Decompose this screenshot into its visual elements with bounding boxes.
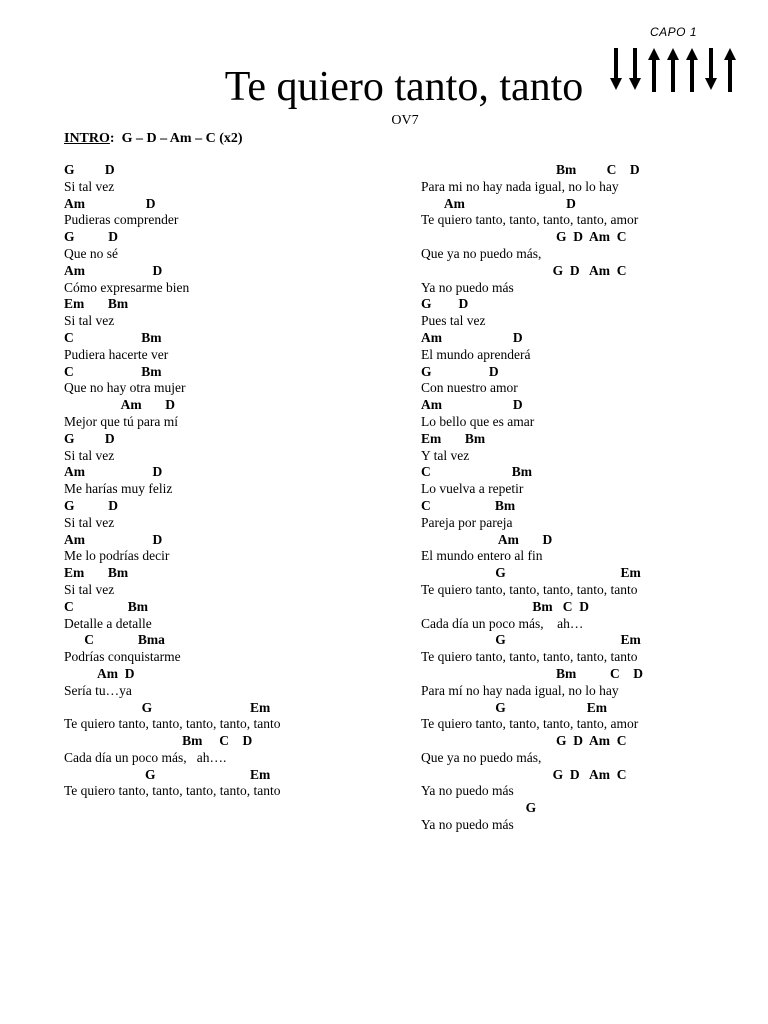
chord-line: C Bm xyxy=(64,598,148,614)
lyric-line: Pues tal vez xyxy=(421,313,486,329)
lyric-line: Que no hay otra mujer xyxy=(64,380,186,396)
left-column xyxy=(64,162,424,800)
chord-line: G Em xyxy=(64,766,271,782)
chord-line: Am D xyxy=(421,195,576,211)
lyric-line: Si tal vez xyxy=(64,514,115,530)
lyric-line: Que ya no puedo más, xyxy=(421,245,542,261)
chord-line: G D Am C xyxy=(421,733,627,749)
chord-line: Am D xyxy=(64,464,163,480)
chord-line: G D xyxy=(421,363,499,379)
lyric-line: Ya no puedo más xyxy=(421,279,514,295)
lyric-line: Me lo podrías decir xyxy=(64,548,170,564)
lyric-line: Te quiero tanto, tanto, tanto, tanto, tanto xyxy=(421,581,638,597)
lyric-line: Ya no puedo más xyxy=(421,783,514,799)
chord-line: G D xyxy=(64,229,118,245)
chord-line: G xyxy=(421,800,537,816)
lyric-line: El mundo aprenderá xyxy=(421,346,531,362)
chord-line: Bm C D xyxy=(64,733,253,749)
chord-line: C Bm xyxy=(421,497,516,513)
capo-label: CAPO 1 xyxy=(650,25,698,39)
chord-line: Em Bm xyxy=(64,565,129,581)
chord-line: Am D xyxy=(64,665,135,681)
chord-line: G D xyxy=(64,162,115,177)
intro-line: INTRO: G – D – Am – C (x2) xyxy=(64,131,243,146)
chord-line: G D xyxy=(64,430,115,446)
intro-chords: G – D – Am – C (x2) xyxy=(121,131,243,146)
lyric-line: Cada día un poco más, ah… xyxy=(421,615,584,631)
chord-line: G D Am C xyxy=(421,262,627,278)
chord-line: Bm C D xyxy=(421,162,640,177)
lyric-line: Con nuestro amor xyxy=(421,380,518,396)
chord-line: C Bm xyxy=(64,329,162,345)
lyric-line: Sería tu…ya xyxy=(64,682,132,698)
chord-line: Bm C D xyxy=(421,665,643,681)
lyric-line: Cada día un poco más, ah…. xyxy=(64,749,227,765)
lyric-line: Lo vuelva a repetir xyxy=(421,481,524,497)
chord-line: Am D xyxy=(421,329,523,345)
lyric-line: Cómo expresarme bien xyxy=(64,279,190,295)
lyric-line: Te quiero tanto, tanto, tanto, tanto, amor xyxy=(421,716,639,732)
lyric-line: Podrías conquistarme xyxy=(64,649,181,665)
lyric-line: Lo bello que es amar xyxy=(421,413,535,429)
lyric-line: Pudieras comprender xyxy=(64,212,179,228)
lyric-line: Para mí no hay nada igual, no lo hay xyxy=(421,682,619,698)
lyric-line: Pudiera hacerte ver xyxy=(64,346,169,362)
chord-line: G Em xyxy=(421,632,641,648)
chord-line: C Bm xyxy=(421,464,532,480)
chord-line: G D xyxy=(64,497,118,513)
chord-line: G Em xyxy=(421,699,608,715)
chord-line: C Bm xyxy=(64,363,162,379)
intro-label: INTRO xyxy=(64,131,110,146)
chord-line: G D Am C xyxy=(421,766,627,782)
chord-line: G Em xyxy=(421,565,641,581)
lyric-line: Si tal vez xyxy=(64,447,115,463)
right-column xyxy=(421,162,768,834)
lyric-line: Detalle a detalle xyxy=(64,615,152,631)
lyric-line: Me harías muy feliz xyxy=(64,481,173,497)
lyric-line: Te quiero tanto, tanto, tanto, tanto, amor xyxy=(421,212,639,228)
chord-line: Am D xyxy=(64,531,163,547)
lyric-line: Te quiero tanto, tanto, tanto, tanto, tanto xyxy=(64,783,281,799)
artist-name: OV7 xyxy=(391,113,419,128)
chord-line: Am D xyxy=(421,397,523,413)
lyric-line: Que ya no puedo más, xyxy=(421,749,542,765)
chord-line: G Em xyxy=(64,699,271,715)
lyric-line: Ya no puedo más xyxy=(421,817,514,833)
song-title: Te quiero tanto, tanto xyxy=(224,64,584,110)
lyric-line: Te quiero tanto, tanto, tanto, tanto, tanto xyxy=(421,649,638,665)
chord-line: Am D xyxy=(64,195,156,211)
lyric-line: Te quiero tanto, tanto, tanto, tanto, tanto xyxy=(64,716,281,732)
lyric-line: Si tal vez xyxy=(64,178,115,194)
lyric-line: Para mi no hay nada igual, no lo hay xyxy=(421,178,619,194)
chord-line: C Bma xyxy=(64,632,165,648)
chord-line: G D xyxy=(421,296,469,312)
chord-line: G D Am C xyxy=(421,229,627,245)
chord-line: Am D xyxy=(421,531,553,547)
lyric-line: Que no sé xyxy=(64,245,118,261)
lyric-line: Pareja por pareja xyxy=(421,514,513,530)
chord-line: Am D xyxy=(64,397,175,413)
chord-line: Em Bm xyxy=(421,430,486,446)
chord-line: Bm C D xyxy=(421,598,589,614)
chord-line: Em Bm xyxy=(64,296,129,312)
lyric-line: Si tal vez xyxy=(64,581,115,597)
lyric-line: Si tal vez xyxy=(64,313,115,329)
lyric-line: Mejor que tú para mí xyxy=(64,413,178,429)
lyric-line: El mundo entero al fin xyxy=(421,548,543,564)
lyric-line: Y tal vez xyxy=(421,447,470,463)
chord-line: Am D xyxy=(64,262,163,278)
